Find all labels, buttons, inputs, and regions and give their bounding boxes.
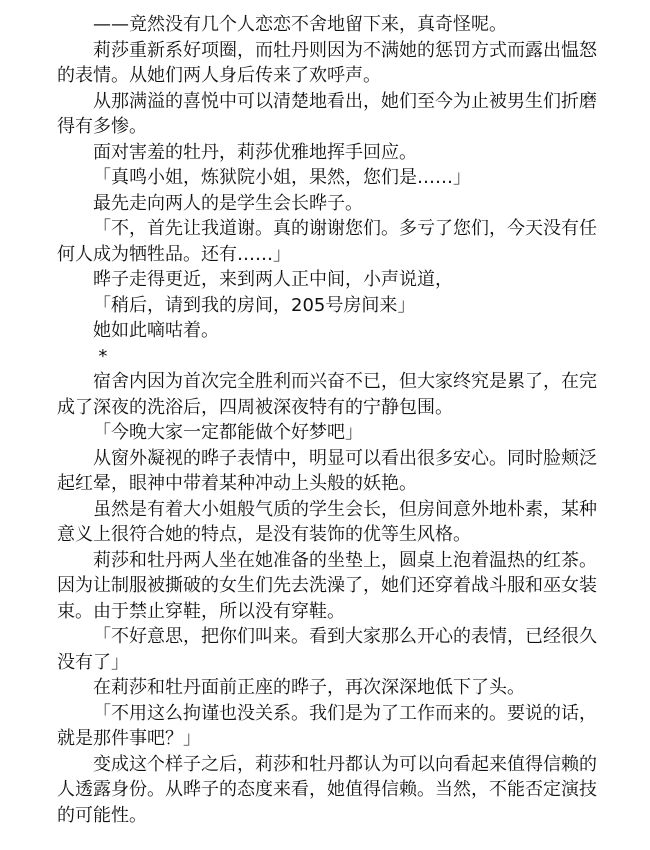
paragraph: 最先走向两人的是学生会长晔子。 [93, 192, 363, 214]
paragraph: 面对害羞的牡丹，莉莎优雅地挥手回应。 [93, 141, 417, 163]
paragraph: 「今晚大家一定都能做个好梦吧」 [93, 422, 363, 443]
paragraph: 虽然是有着大小姐般气质的学生会长，但房间意外地朴素，某种意义上很符合她的特点，是没有装饰的优等生风格。 [57, 498, 597, 545]
paragraph: 从窗外凝视的晔子表情中，明显可以看出很多安心。同时脸颊泛起红晕，眼神中带着某种冲动上头般的妖艳。 [57, 447, 597, 494]
paragraph: 莉莎重新系好项圈，而牡丹则因为不满她的惩罚方式而露出愠怒的表情。从她们两人身后传来了欢呼声。 [57, 39, 597, 86]
paragraph: 晔子走得更近，来到两人正中间，小声说道， [93, 269, 453, 290]
paragraph: 莉莎和牡丹两人坐在她准备的坐垫上，圆桌上泡着温热的红茶。因为让制服被撕破的女生们先去洗澡了，她们还穿着战斗服和巫女装束。由于禁止穿鞋，所以没有穿鞋。 [57, 549, 597, 622]
paragraph: 「真鸣小姐，炼狱院小姐，果然，您们是……」 [93, 167, 471, 188]
paragraph: 她如此嘀咕着。 [93, 320, 219, 341]
scene-break-marker: * [98, 345, 108, 367]
paragraph: 「不好意思，把你们叫来。看到大家那么开心的表情，已经很久没有了」 [57, 626, 597, 673]
paragraph: 从那满溢的喜悦中可以清楚地看出，她们至今为止被男生们折磨得有多惨。 [57, 90, 597, 137]
paragraph: ——竟然没有几个人恋恋不舍地留下来，真奇怪呢。 [93, 14, 507, 35]
paragraph: 「不，首先让我道谢。真的谢谢您们。多亏了您们，今天没有任何人成为牺牲品。还有……」 [57, 218, 597, 265]
paragraph: 「稍后，请到我的房间，205号房间来」 [93, 294, 416, 316]
paragraph: 「不用这么拘谨也没关系。我们是为了工作而来的。要说的话，就是那件事吧？」 [57, 702, 597, 749]
paragraph: 宿舍内因为首次完全胜利而兴奋不已，但大家终究是累了，在完成了深夜的洗浴后，四周被深夜特有的宁静包围。 [57, 371, 597, 418]
paragraph: 变成这个样子之后，莉莎和牡丹都认为可以向看起来值得信赖的人透露身份。从晔子的态度来看，她值得信赖。当然，不能否定演技的可能性。 [57, 753, 597, 826]
paragraph: 在莉莎和牡丹面前正座的晔子，再次深深地低下了头。 [93, 677, 525, 698]
